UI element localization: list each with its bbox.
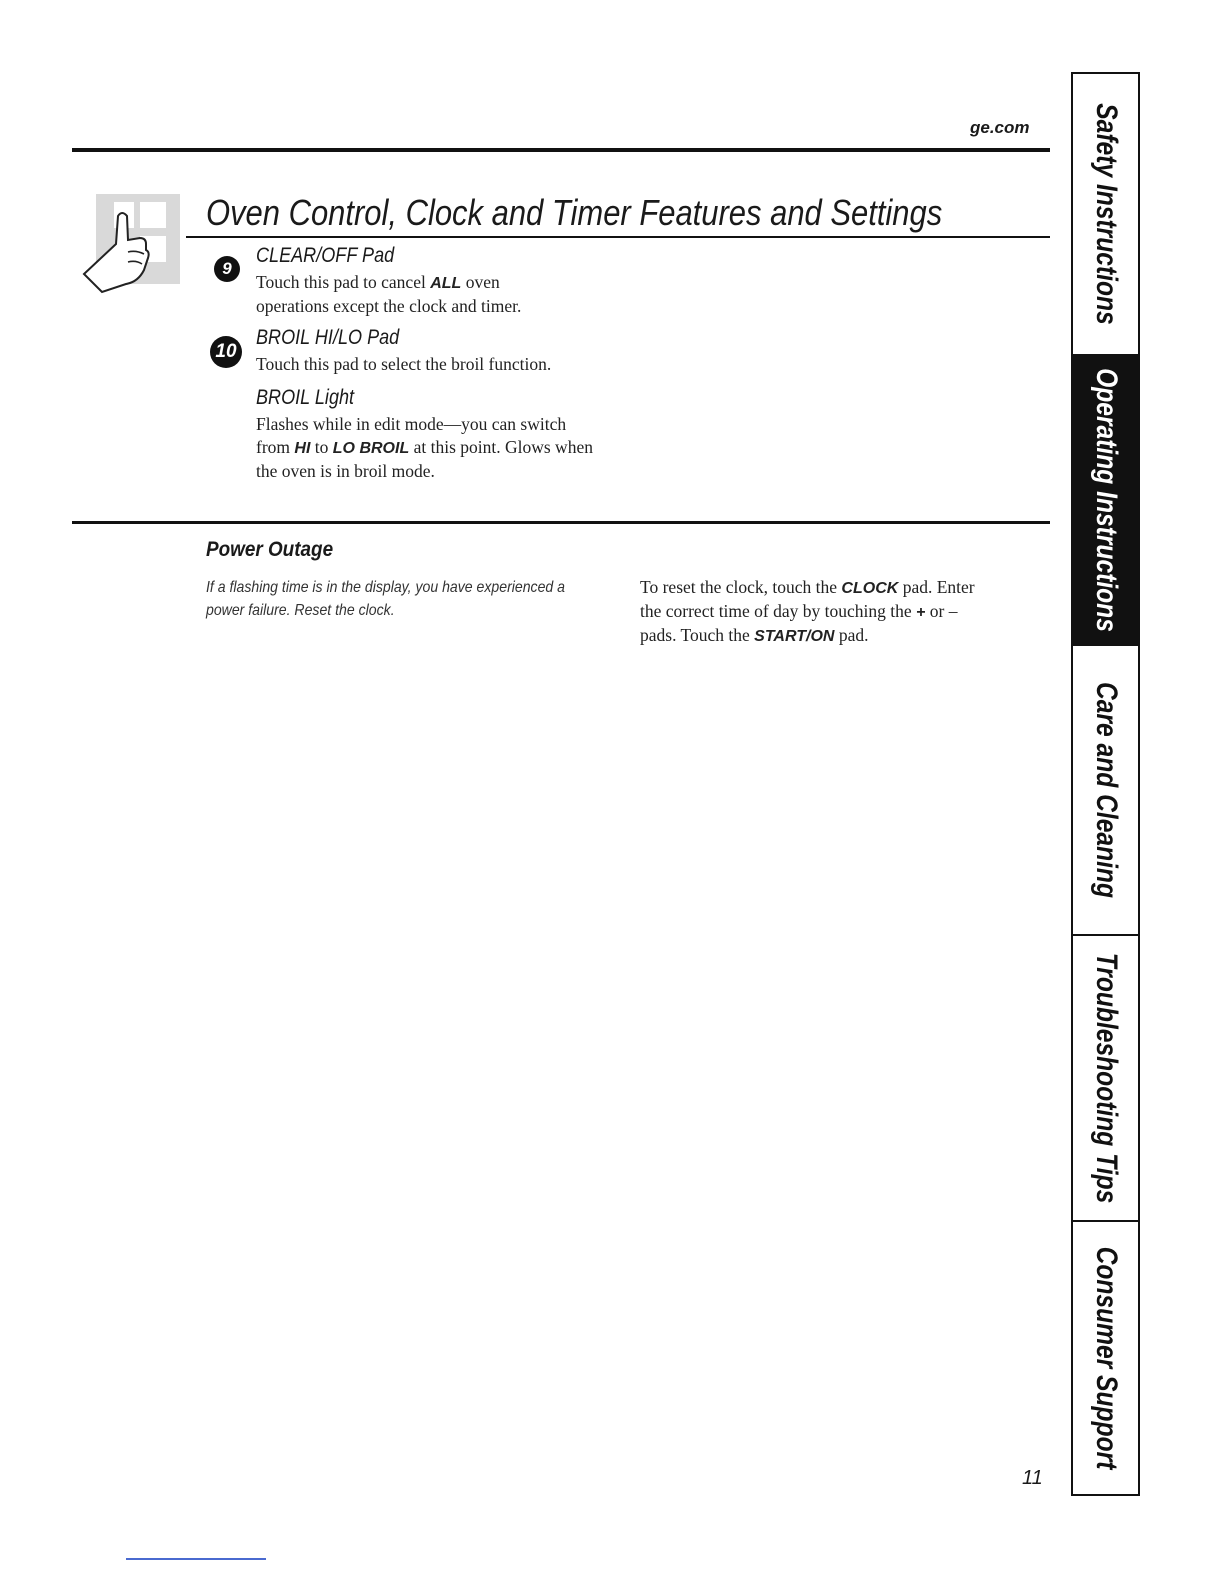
tab-label: Operating Instructions [1089, 368, 1123, 632]
tab-troubleshooting-tips[interactable] [1073, 936, 1138, 1222]
text-run: oven [461, 272, 500, 292]
text-line: power failure. Reset the clock. [206, 602, 395, 619]
emphasis-text: HI [294, 440, 311, 457]
power-outage-note [206, 576, 616, 622]
text-run: the correct time of day by touching the [640, 601, 917, 621]
emphasis-text: CLOCK [841, 580, 899, 597]
text-line: Flashes while in edit mode—you can switch [256, 414, 567, 434]
text-line: the oven is in broil mode. [256, 461, 435, 481]
section-divider [72, 521, 1050, 524]
section-tabs [1071, 72, 1140, 1496]
title-rule [186, 236, 1050, 238]
text-run: to [310, 437, 333, 457]
subitem-title: BROIL Light [256, 386, 355, 409]
text-run: at this point. Glows when [409, 437, 593, 457]
text-run: pad. Enter [898, 577, 975, 597]
tab-label: Troubleshooting Tips [1089, 952, 1123, 1204]
item-title: BROIL HI/LO Pad [256, 326, 400, 349]
tab-label: Consumer Support [1089, 1246, 1123, 1470]
item-number-badge [210, 336, 242, 368]
text-run: pad. [834, 625, 869, 645]
text-run: To reset the clock, touch the [640, 577, 842, 597]
text-line: If a flashing time is in the display, you have experienced a [206, 579, 565, 596]
item-title: CLEAR/OFF Pad [256, 244, 395, 267]
item-number-badge [214, 256, 240, 282]
header-rule [72, 148, 1050, 152]
item-description [256, 353, 551, 376]
tab-care-and-cleaning[interactable] [1073, 646, 1138, 936]
subitem-description [256, 413, 593, 483]
emphasis-text: LO BROIL [332, 440, 410, 457]
power-outage-instructions [640, 576, 1040, 648]
emphasis-text: + [916, 604, 926, 621]
text-run: pads. Touch the [640, 625, 755, 645]
text-line: operations except the clock and timer. [256, 296, 522, 316]
tab-label: Care and Cleaning [1089, 682, 1123, 898]
item-number: 9 [222, 259, 232, 278]
hand-pointing-icon [82, 192, 190, 296]
emphasis-text: START/ON [754, 628, 835, 645]
footer-link-underline[interactable] [126, 1558, 266, 1560]
section-title: Oven Control, Clock and Timer Features and Settings [206, 192, 943, 233]
item-number: 10 [215, 341, 237, 362]
site-url[interactable]: ge.com [970, 118, 1030, 137]
tab-safety-instructions[interactable] [1073, 74, 1138, 356]
text-line: Touch this pad to select the broil function. [256, 354, 552, 374]
emphasis-text: ALL [430, 275, 462, 292]
item-description [256, 271, 521, 318]
power-outage-title: Power Outage [206, 538, 334, 561]
tab-operating-instructions[interactable] [1073, 356, 1138, 646]
text-run: Touch this pad to cancel [256, 272, 431, 292]
page-number: 11 [1022, 1467, 1043, 1489]
tab-consumer-support[interactable] [1073, 1222, 1138, 1494]
text-run: or – [925, 601, 958, 621]
tab-label: Safety Instructions [1089, 103, 1123, 325]
text-run: from [256, 437, 295, 457]
